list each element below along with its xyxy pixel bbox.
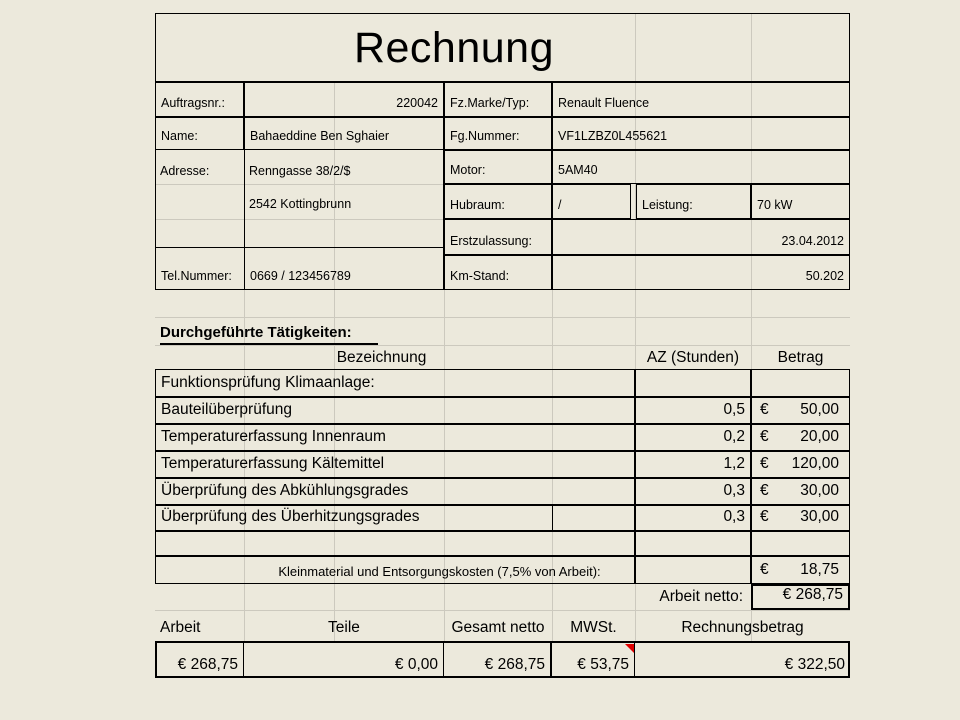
arbeit-netto-value[interactable]: € 268,75	[751, 584, 850, 610]
auftragsnr-label[interactable]: Auftragsnr.:	[155, 82, 244, 117]
activity-az[interactable]: 0,2	[635, 424, 751, 451]
summary-value-rechnungsbetrag[interactable]: € 322,50	[784, 655, 845, 673]
adresse-label[interactable]: Adresse:	[160, 164, 210, 179]
auftragsnr-value[interactable]: 220042	[244, 82, 444, 117]
activity-description[interactable]: Überprüfung des Abkühlungsgrades	[155, 478, 635, 505]
summary-header-teile[interactable]: Teile	[328, 618, 360, 636]
hubraum-value[interactable]: /	[552, 184, 631, 219]
activity-az[interactable]: 0,5	[635, 397, 751, 424]
column-header-az[interactable]: AZ (Stunden)	[646, 348, 740, 366]
leistung-label[interactable]: Leistung:	[636, 184, 751, 219]
currency-symbol: €	[760, 400, 769, 418]
column-header-bezeichnung[interactable]: Bezeichnung	[336, 348, 427, 366]
fz-marke-label[interactable]: Fz.Marke/Typ:	[444, 82, 552, 117]
km-stand-label[interactable]: Km-Stand:	[444, 255, 552, 290]
activity-betrag-value: 20,00	[800, 427, 839, 445]
summary-value-mwst[interactable]: € 53,75	[552, 641, 635, 678]
motor-value[interactable]: 5AM40	[552, 150, 850, 184]
activity-betrag[interactable]	[751, 397, 850, 424]
activity-empty-az[interactable]	[635, 531, 751, 556]
summary-value-arbeit[interactable]: € 268,75	[155, 641, 244, 678]
activity-group-betrag[interactable]	[751, 369, 850, 397]
hubraum-label[interactable]: Hubraum:	[444, 184, 552, 219]
activity-betrag-value: 30,00	[800, 507, 839, 525]
activity-description[interactable]: Überprüfung des Überhitzungsgrades	[155, 505, 635, 531]
activity-betrag[interactable]	[751, 478, 850, 505]
summary-value-teile[interactable]: € 0,00	[244, 641, 444, 678]
activity-description[interactable]: Temperaturerfassung Kältemittel	[155, 451, 635, 478]
fg-nummer-label[interactable]: Fg.Nummer:	[444, 117, 552, 150]
section-heading: Durchgeführte Tätigkeiten:	[160, 324, 378, 345]
activity-az[interactable]: 1,2	[635, 451, 751, 478]
invoice-title-cell[interactable]	[155, 13, 850, 82]
activity-betrag[interactable]	[751, 424, 850, 451]
cell-border	[552, 505, 553, 531]
arbeit-netto-label[interactable]: Arbeit netto:	[659, 587, 743, 605]
activity-betrag-value: 30,00	[800, 481, 839, 499]
summary-header-arbeit[interactable]: Arbeit	[160, 618, 201, 636]
tel-value[interactable]: 0669 / 123456789	[244, 248, 444, 290]
activity-description[interactable]: Temperaturerfassung Innenraum	[155, 424, 635, 451]
summary-header-gesamt-netto[interactable]: Gesamt netto	[451, 618, 545, 636]
activity-group-az[interactable]	[635, 369, 751, 397]
summary-header-mwst[interactable]: MWSt.	[570, 618, 617, 636]
summary-value-gesamt-netto[interactable]: € 268,75	[444, 641, 552, 678]
sheet-area	[155, 13, 850, 678]
summary-header-rechnungsbetrag[interactable]: Rechnungsbetrag	[681, 618, 804, 636]
erstzulassung-label[interactable]: Erstzulassung:	[444, 219, 552, 255]
kleinmaterial-label: Kleinmaterial und Entsorgungskosten (7,5% von Arbeit):	[278, 563, 601, 579]
currency-symbol: €	[760, 507, 769, 525]
currency-symbol: €	[760, 481, 769, 499]
column-header-betrag[interactable]: Betrag	[777, 348, 824, 366]
invoice-title: Rechnung	[353, 24, 555, 72]
activity-empty-description[interactable]	[155, 531, 635, 556]
adresse-value[interactable]: Renngasse 38/2/$	[249, 164, 351, 179]
currency-symbol: €	[760, 427, 769, 445]
leistung-value[interactable]: 70 kW	[751, 184, 850, 219]
section-heading-cell[interactable]	[160, 317, 378, 345]
activity-betrag[interactable]	[751, 451, 850, 478]
km-stand-value[interactable]: 50.202	[552, 255, 850, 290]
currency-symbol: €	[760, 560, 769, 578]
adresse-value2[interactable]: 2542 Kottingbrunn	[249, 197, 352, 212]
activity-az[interactable]: 0,3	[635, 505, 751, 531]
comment-marker-icon[interactable]	[625, 644, 634, 653]
name-value[interactable]: Bahaeddine Ben Sghaier	[244, 117, 444, 150]
activity-description[interactable]: Bauteilüberprüfung	[155, 397, 635, 424]
tel-label[interactable]: Tel.Nummer:	[155, 248, 244, 290]
name-label[interactable]: Name:	[155, 117, 244, 150]
kleinmaterial-betrag-value: 18,75	[800, 560, 839, 578]
fg-nummer-value[interactable]: VF1LZBZ0L455621	[552, 117, 850, 150]
activity-az[interactable]: 0,3	[635, 478, 751, 505]
kleinmaterial-az[interactable]	[635, 556, 751, 584]
currency-symbol: €	[760, 454, 769, 472]
activity-betrag-value: 120,00	[791, 454, 839, 472]
kleinmaterial-betrag[interactable]	[751, 556, 850, 584]
activity-betrag-value: 50,00	[800, 400, 839, 418]
activity-group-label[interactable]: Funktionsprüfung Klimaanlage:	[155, 369, 635, 397]
activity-empty-betrag[interactable]	[751, 531, 850, 556]
motor-label[interactable]: Motor:	[444, 150, 552, 184]
fz-marke-value[interactable]: Renault Fluence	[552, 82, 850, 117]
erstzulassung-value[interactable]: 23.04.2012	[552, 219, 850, 255]
activity-betrag[interactable]	[751, 505, 850, 531]
